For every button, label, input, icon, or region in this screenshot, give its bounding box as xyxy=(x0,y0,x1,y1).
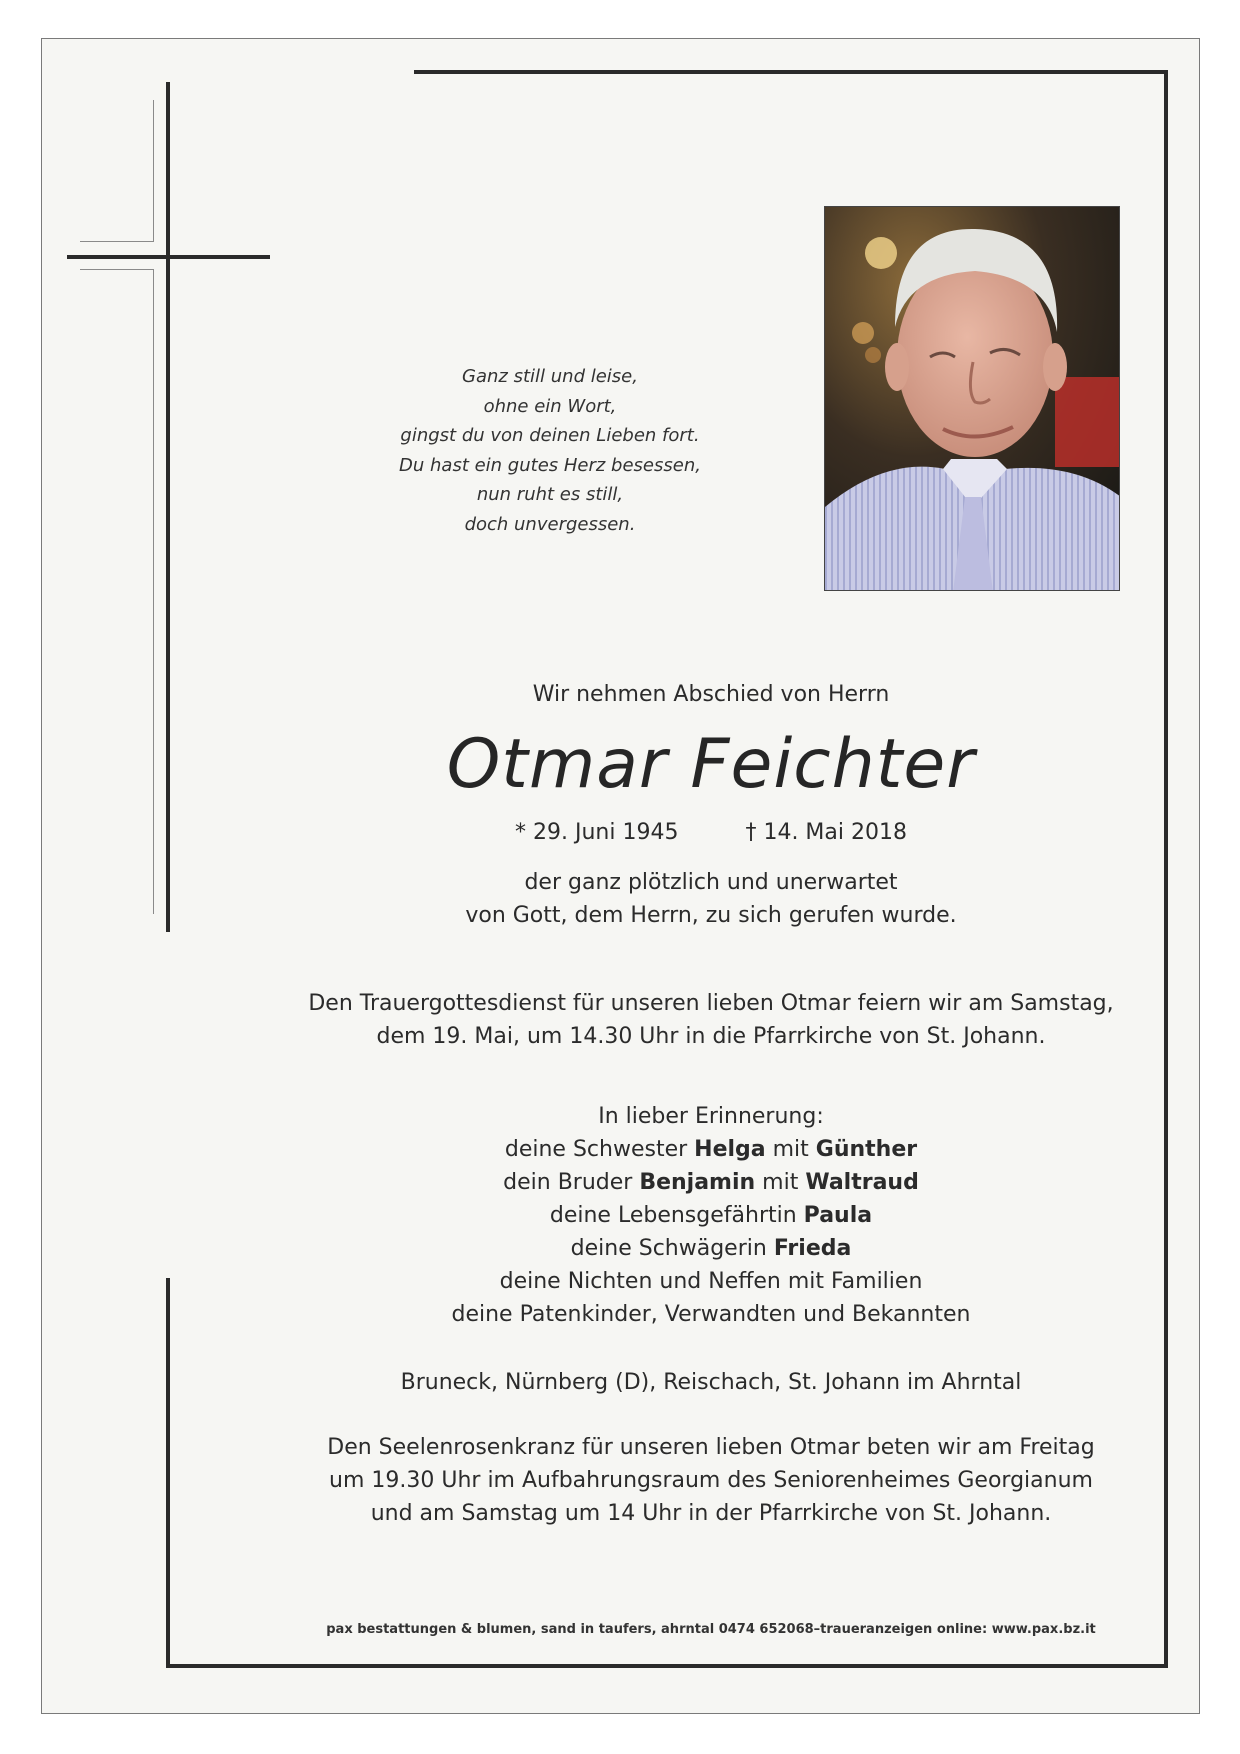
mourner-line: deine Lebensgefährtin Paula xyxy=(549,1203,873,1228)
frame-bottom-line xyxy=(166,1664,1168,1668)
service-line: Den Trauergottesdienst für unseren lieben Otmar feiern wir am Samstag, xyxy=(308,991,1114,1016)
death-text xyxy=(290,866,1132,932)
mourners-list xyxy=(290,1100,1132,1331)
poem-line: doch unvergessen. xyxy=(464,513,636,535)
poem-line: gingst du von deinen Lieben fort. xyxy=(400,425,700,446)
frame-left-line xyxy=(166,1278,170,1668)
poem xyxy=(340,362,760,539)
death-date: † 14. Mai 2018 xyxy=(745,820,907,845)
portrait-photo xyxy=(824,206,1120,591)
rosary-line: Den Seelenrosenkranz für unseren lieben Otmar beten wir am Freitag xyxy=(327,1435,1095,1460)
mourner-line: deine Schwägerin Frieda xyxy=(570,1236,852,1261)
rosary-line: um 19.30 Uhr im Aufbahrungsraum des Seniorenheimes Georgianum xyxy=(329,1468,1093,1493)
service-line: dem 19. Mai, um 14.30 Uhr in die Pfarrkirche von St. Johann. xyxy=(376,1024,1046,1049)
deceased-name: Otmar Feichter xyxy=(446,725,976,804)
funeral-service-text xyxy=(290,987,1132,1053)
rosary-line: und am Samstag um 14 Uhr in der Pfarrkirche von St. Johann. xyxy=(370,1501,1052,1526)
places-text: Bruneck, Nürnberg (D), Reischach, St. Johann im Ahrntal xyxy=(400,1370,1022,1395)
poem-line: Du hast ein gutes Herz besessen, xyxy=(399,454,701,476)
poem-line: nun ruht es still, xyxy=(476,484,624,505)
death-text-line: der ganz plötzlich und unerwartet xyxy=(524,870,898,895)
intro-text: Wir nehmen Abschied von Herrn xyxy=(532,682,890,707)
mourner-line: deine Nichten und Neffen mit Familien xyxy=(499,1269,923,1294)
frame-top-line xyxy=(414,70,1168,74)
footer-imprint: pax bestattungen & blumen, sand in taufers, ahrntal 0474 652068–traueranzeigen online: www.pax.bz.it xyxy=(326,1622,1096,1637)
rosary-text xyxy=(290,1431,1132,1530)
mourner-line: deine Patenkinder, Verwandten und Bekannten xyxy=(451,1302,971,1327)
poem-line: ohne ein Wort, xyxy=(483,395,617,417)
mourner-line: dein Bruder Benjamin mit Waltraud xyxy=(503,1170,919,1195)
mourner-line: deine Schwester Helga mit Günther xyxy=(504,1137,918,1162)
poem-line: Ganz still und leise, xyxy=(462,366,638,387)
death-text-line: von Gott, dem Herrn, zu sich gerufen wurde. xyxy=(465,903,957,928)
memory-heading: In lieber Erinnerung: xyxy=(598,1104,824,1129)
life-dates xyxy=(290,820,1132,845)
frame-right-line xyxy=(1164,70,1168,1668)
birth-date: * 29. Juni 1945 xyxy=(515,820,679,845)
